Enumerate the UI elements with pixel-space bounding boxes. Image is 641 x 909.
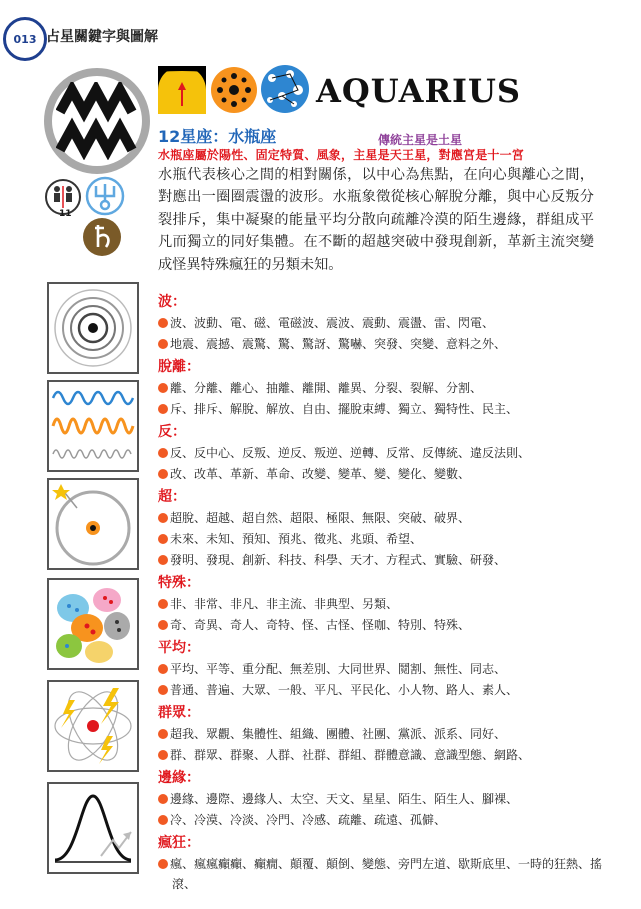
oscillation-waves-icon: [47, 380, 139, 472]
saturn-icon: [82, 217, 122, 257]
section-special: [158, 573, 598, 636]
bullet-icon: [158, 815, 168, 825]
section-edge: [158, 768, 598, 831]
masculine-element-icon: [158, 66, 206, 114]
section-anti: [158, 422, 598, 485]
section-title: 脫離：: [158, 359, 200, 375]
bullet-icon: [158, 750, 168, 760]
bullet-icon: [158, 404, 168, 414]
bell-curve-icon: [47, 782, 139, 874]
section-title: 瘋狂：: [158, 835, 200, 851]
sign-name: AQUARIUS: [316, 72, 522, 110]
keyword-line: 平均、平等、重分配、無差別、大同世界、鬩割、無性、同志、: [158, 659, 598, 680]
keyword-line: 改、改革、革新、革命、改變、變革、變、變化、變數、: [158, 464, 598, 485]
section-title: 平均：: [158, 640, 200, 656]
orbit-breakout-icon: [47, 478, 139, 570]
section-title: 反：: [158, 424, 186, 440]
bullet-icon: [158, 318, 168, 328]
air-element-icon: [260, 64, 310, 114]
keyword-line: 地震、震撼、震驚、驚、驚訝、驚嚇、突發、突變、意料之外、: [158, 334, 598, 355]
keyword-line: 離、分離、離心、抽離、離開、離異、分裂、裂解、分割、: [158, 378, 598, 399]
section-detach: [158, 357, 598, 420]
bullet-icon: [158, 599, 168, 609]
bullet-icon: [158, 859, 168, 869]
page-number-badge: [3, 17, 47, 61]
chapter-title: 占星關鍵字與圖解: [46, 29, 158, 45]
bullet-icon: [158, 513, 168, 523]
bullet-icon: [158, 383, 168, 393]
keyword-line: 冷、冷漠、冷淡、冷門、冷感、疏離、疏遠、孤僻、: [158, 810, 598, 831]
keyword-line: 超脫、超越、超自然、超限、極限、無限、突破、破界、: [158, 508, 598, 529]
sign-subtitle: 12星座：水瓶座: [158, 127, 277, 146]
section-title: 超：: [158, 489, 186, 505]
page-number: 013: [13, 32, 37, 46]
section-title: 特殊：: [158, 575, 200, 591]
fixed-quality-icon: [210, 66, 258, 114]
section-equal: [158, 638, 598, 701]
bullet-icon: [158, 729, 168, 739]
keyword-line: 普通、普遍、大眾、一般、平凡、平民化、小人物、路人、素人、: [158, 680, 598, 701]
section-title: 波：: [158, 294, 186, 310]
keyword-line: 邊緣、邊際、邊緣人、太空、天文、星星、陌生、陌生人、腳裸、: [158, 789, 598, 810]
intro-paragraph: 水瓶代表核心之間的相對關係，以中心為焦點，在向心與離心之間，對應出一圈圈震盪的波形。水瓶象徵從核心解脫分離，與中心反叛分裂排斥，集中凝聚的能量平均分散向疏離冷漠的陌生邊緣，群組成平凡而獨立的同好集體。在不斷的超越突破中發現創新，革新主流突變成怪異特殊瘋狂的另類未知。: [158, 167, 594, 273]
section-title: 邊緣：: [158, 770, 200, 786]
keyword-sections: [158, 290, 603, 894]
house-number: 11: [59, 209, 72, 219]
wave-rings-icon: [47, 282, 139, 374]
aquarius-glyph-icon: [56, 82, 140, 160]
traditional-ruler-note: 傳統主星是土星: [378, 133, 463, 147]
bullet-icon: [158, 664, 168, 674]
lightning-network-icon: [47, 680, 139, 772]
diverse-groups-icon: [47, 578, 139, 670]
sign-attributes: 水瓶座屬於陽性、固定特質、風象，主星是天王星，對應宮是十一宮: [158, 148, 525, 162]
keyword-line: 非、非常、非凡、非主流、非典型、另類、: [158, 594, 598, 615]
bullet-icon: [158, 448, 168, 458]
section-title: 群眾：: [158, 705, 200, 721]
keyword-line: 奇、奇異、奇人、奇特、怪、古怪、怪咖、特別、特殊、: [158, 615, 598, 636]
section-crowd: [158, 703, 598, 766]
bullet-icon: [158, 794, 168, 804]
section-crazy: [158, 833, 603, 894]
keyword-line: 群、群眾、群聚、人群、社群、群組、群體意識、意識型態、網路、: [158, 745, 598, 766]
section-transcend: [158, 487, 598, 571]
keyword-line: 反、反中心、反叛、逆反、叛逆、逆轉、反常、反傳統、違反法則、: [158, 443, 598, 464]
keyword-line: 未來、未知、預知、預兆、徵兆、兆頭、希望、: [158, 529, 598, 550]
bullet-icon: [158, 534, 168, 544]
bullet-icon: [158, 620, 168, 630]
bullet-icon: [158, 339, 168, 349]
keyword-line: 超我、眾觀、集體性、組織、團體、社團、黨派、派系、同好、: [158, 724, 598, 745]
keyword-line: 波、波動、電、磁、電磁波、震波、震動、震盪、雷、閃電、: [158, 313, 598, 334]
bullet-icon: [158, 685, 168, 695]
keyword-line: 瘋、瘋瘋癲癲、癲癇、顛覆、顛倒、變態、旁門左道、歇斯底里、一時的狂熱、搖滾、: [158, 854, 602, 894]
uranus-icon: [85, 176, 125, 216]
keyword-line: 斥、排斥、解脫、解放、自由、擺脫束縛、獨立、獨特性、民主、: [158, 399, 598, 420]
bullet-icon: [158, 469, 168, 479]
keyword-line: 發明、發現、創新、科技、科學、天才、方程式、實驗、研發、: [158, 550, 598, 571]
bullet-icon: [158, 555, 168, 565]
section-wave: [158, 292, 598, 355]
